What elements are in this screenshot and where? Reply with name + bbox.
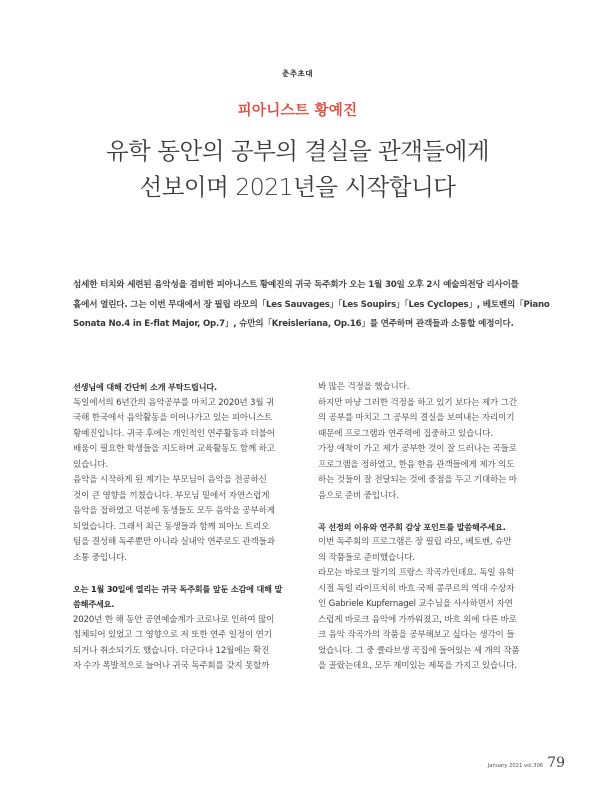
body-text-line: 음으로 준비 중입니다. bbox=[318, 490, 399, 501]
body-text-line: 하는 것들이 잘 전달되는 것에 중점을 두고 기대하는 마 bbox=[318, 475, 517, 485]
article-headline bbox=[0, 133, 595, 205]
body-text-line: 음악을 접하였고 덕분에 동생들도 모두 음악을 공부하게 bbox=[73, 506, 275, 516]
section-label: 춘추초대 bbox=[282, 69, 313, 78]
body-text-line: 의 작품들로 준비했습니다. bbox=[318, 552, 415, 563]
body-text-line: 봐 많은 걱정을 했습니다. bbox=[318, 382, 410, 392]
paragraph-gap bbox=[73, 566, 317, 582]
body-text-line: 국해 한국에서 음악활동을 이어나가고 있는 피아니스트 bbox=[73, 413, 273, 423]
body-text-line: 2020년 한 해 동안 공연예술계가 코로나로 인하여 많이 bbox=[73, 614, 275, 625]
body-column-left bbox=[73, 380, 317, 675]
body-text-line: 팀을 결성해 독주뿐만 아니라 실내악 연주로도 관객들과 bbox=[73, 537, 275, 547]
body-text-line: 시절 독일 라이프치히 바흐 국제 콩쿠르의 역대 수상자 bbox=[318, 583, 515, 594]
lead-line: 섬세한 터치와 세련된 음악성을 겸비한 피아니스트 황예진의 귀국 독주회가 오는 1월 30일 오후 2시 예술의전당 리사이틀 bbox=[73, 280, 519, 290]
body-text-line: 인 Gabriele Kupfernagel 교수님을 사사하면서 자연 bbox=[318, 599, 513, 609]
body-text-line: 가장 애착이 가고 제가 공부한 것이 잘 드러나는 곡들로 bbox=[318, 444, 517, 454]
body-text-line: 침체되어 있었고 그 영향으로 저 또한 연주 일정이 연기 bbox=[73, 630, 272, 640]
lead-line: 홀에서 열린다. 그는 이번 무대에서 장 필립 라모의「Les Sauvages」「Les Soupirs」「Les Cyclopes」, 베토벤의「Piano bbox=[73, 299, 550, 310]
body-text-line: 되거나 취소되기도 했습니다. 더군다나 12월에는 확진 bbox=[73, 645, 270, 656]
body-text-line: 때문에 프로그램과 연주력에 집중하고 있습니다. bbox=[318, 428, 493, 439]
interview-question-line: 곡 선정의 이유와 연주회 감상 포인트를 말씀해주세요. bbox=[318, 521, 506, 532]
lead-paragraph bbox=[73, 276, 563, 335]
body-column-right bbox=[318, 380, 562, 675]
paragraph-gap bbox=[318, 504, 562, 520]
headline-line: 선보이며 2021년을 시작합니다 bbox=[139, 173, 456, 201]
body-text-line: 음악을 시작하게 된 계기는 부모님이 음악을 전공하신 bbox=[73, 475, 267, 485]
body-text-line: 있습니다. bbox=[73, 459, 108, 470]
body-text-line: 소통 중입니다. bbox=[73, 552, 127, 563]
body-text-line: 라모는 바로크 말기의 프랑스 작곡가인데요. 독일 유학 bbox=[318, 568, 515, 578]
interview-question-line: 선생님에 대해 간단히 소개 부탁드립니다. bbox=[73, 382, 217, 392]
body-text-line: 자 수가 폭발적으로 늘어나 귀국 독주회를 갖지 못할까 bbox=[73, 661, 270, 671]
article-kicker: 피아니스트 황예진 bbox=[237, 103, 358, 119]
page-number: 79 bbox=[547, 755, 565, 771]
body-text-line: 크 음악 작곡가의 작품을 공부해보고 싶다는 생각이 들 bbox=[318, 630, 515, 640]
lead-line: Sonata No.4 in E-flat Major, Op.7」, 슈만의「Kreisleriana, Op.16」를 연주하며 관객들과 소통할 예정이다. bbox=[73, 319, 514, 330]
body-text-line: 스럽게 바로크 음악에 가까워졌고, 바흐 외에 다른 바로 bbox=[318, 614, 517, 625]
interview-question-line: 오는 1월 30일에 열리는 귀국 독주회를 앞둔 소감에 대해 말 bbox=[73, 583, 283, 594]
body-text-line: 것이 큰 영향을 끼쳤습니다. 부모님 밑에서 자연스럽게 bbox=[73, 490, 270, 501]
body-text-line: 을 골랐는데요, 모두 재미있는 제목을 가지고 있습니다. bbox=[318, 661, 517, 671]
page-footer bbox=[488, 755, 565, 771]
body-text-line: 황예진입니다. 귀국 후에는 개인적인 연주활동과 더불어 bbox=[73, 428, 275, 439]
body-text-line: 배움이 필요한 학생들을 지도하며 교육활동도 함께 하고 bbox=[73, 444, 275, 454]
issue-label: January 2021 vol.306 bbox=[487, 763, 544, 769]
interview-question-line: 씀해주세요. bbox=[73, 599, 115, 609]
body-text-line: 되었습니다. 그래서 최근 동생들과 함께 피아노 트리오 bbox=[73, 521, 270, 532]
body-text-line: 었습니다. 그 중 클라브생 곡집에 들어있는 세 개의 작품 bbox=[318, 645, 520, 656]
body-text-line: 하지만 마냥 그러한 걱정을 하고 있기 보다는 제가 그간 bbox=[318, 397, 517, 408]
body-text-line: 이번 독주회의 프로그램은 장 필립 라모, 베토벤, 슈만 bbox=[318, 537, 512, 547]
body-text-line: 독일에서의 6년간의 음악공부를 마치고 2020년 3월 귀 bbox=[73, 397, 275, 408]
headline-line: 유학 동안의 공부의 결실을 관객들에게 bbox=[105, 137, 490, 165]
body-text-line: 프로그램을 정하였고, 한음 한음 관객들에게 제가 의도 bbox=[318, 459, 515, 470]
body-text-line: 의 공부를 마치고 그 공부의 결실을 보여내는 자리이기 bbox=[318, 413, 515, 423]
